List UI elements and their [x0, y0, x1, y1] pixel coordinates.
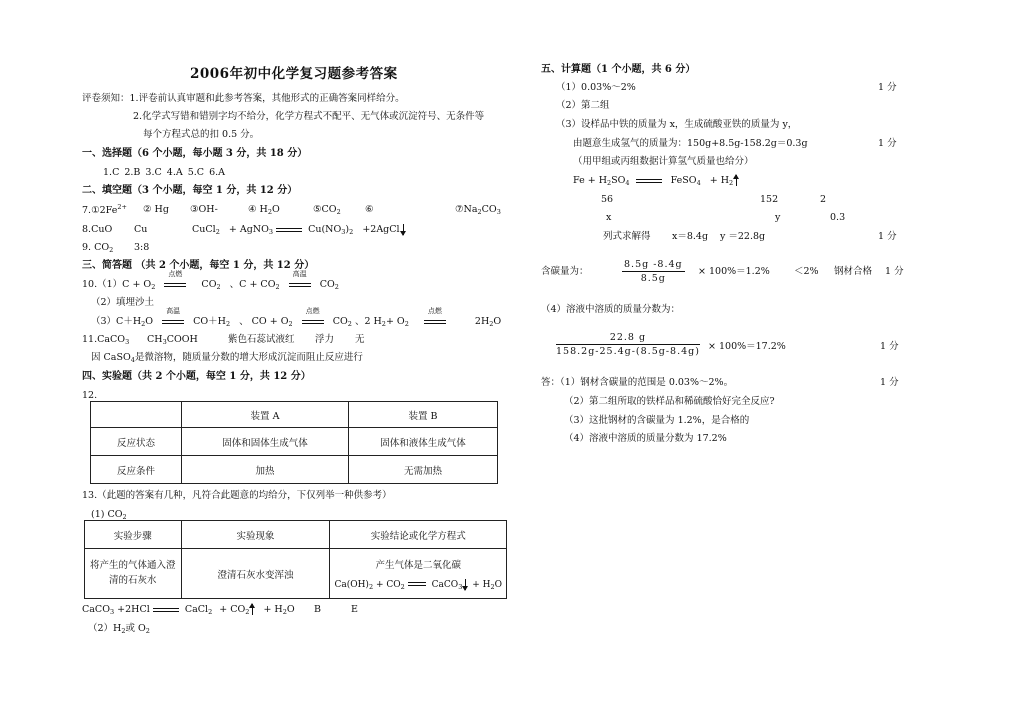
table-cell: 将产生的气体通入澄清的石灰水	[85, 549, 182, 599]
score-mark: 1 分	[878, 82, 897, 93]
section-5-title: 五、计算题（1 个小题，共 6 分）	[541, 64, 696, 75]
q7-answer-6: ⑥	[365, 204, 374, 215]
solute-title: （4）溶液中溶质的质量分数为：	[541, 304, 681, 315]
calc-answer-3: （3）设样品中铁的质量为 x，生成硫酸亚铁的质量为 y，	[556, 119, 798, 130]
q13-equation: CaCO$_3$ +2HCl CaCl$_2$ + $CO_2 + H_2O$	[82, 604, 295, 616]
reaction-equation: $Fe + H_2SO_4$ FeSO$_4$ + $H_2$	[573, 175, 740, 188]
q11-answer-4: 浮力	[315, 334, 335, 345]
table-cell: 加热	[182, 456, 349, 484]
molar-mass-h2: 2	[820, 194, 827, 205]
carbon-content-label: 含碳量为：	[541, 266, 589, 277]
section-1-answers: 1.C 2.B 3.C 4.A 5.C 6.A	[103, 167, 225, 178]
score-mark: 1 分	[880, 341, 899, 352]
unknown-y: y	[775, 212, 781, 223]
conclusion-equation: $Ca(OH)_2 + CO_2$ CaCO$_3$ + $H_2O$	[334, 579, 502, 591]
conclusion-4: （4）溶液中溶质的质量分数为 17.2%	[564, 433, 727, 444]
molar-mass-feso4: 152	[760, 194, 779, 205]
table-cell	[91, 402, 182, 428]
table-row	[91, 428, 498, 456]
q9-answer-2: 3:8	[134, 242, 150, 253]
q7-answer-7: $⑦Na_2CO_3$	[455, 204, 501, 216]
table-header-conclusion: 实验结论或化学方程式	[330, 521, 507, 549]
conclusion-text: 产生气体是二氧化碳	[375, 559, 461, 571]
q12-label: 12.	[82, 390, 98, 401]
q11-answer-1: 11.CaCO$_3$	[82, 334, 130, 346]
section-2-title: 二、填空题（3 个小题，每空 1 分，共 12 分）	[82, 185, 298, 196]
table-cell	[330, 549, 507, 599]
q11-reason: 因 CaSO$_4$是微溶物，随质量分数的增大形成沉淀而阻止反应进行	[91, 352, 363, 364]
q8-answer-2: Cu	[134, 224, 148, 235]
q7-answer-5: $⑤CO_2$	[313, 204, 341, 216]
q13-2-answer: $(2)H_2$或 $O_2$	[88, 623, 150, 635]
page-title: 2006年初中化学复习题参考答案	[190, 66, 398, 82]
table-row	[91, 456, 498, 484]
score-mark: 1 分	[878, 138, 897, 149]
q13-note: 13.（此题的答案有几种，凡符合此题意的均给分，下仅列举一种供参考）	[82, 490, 392, 501]
table-cell: 无需加热	[349, 456, 498, 484]
q10-1-equations: $10.(1)C + O_2$ 点燃 $CO_2$ 、$C + CO_2$ 高温 $CO_2$	[82, 270, 339, 291]
q8-answer-1: 8.CuO	[82, 224, 113, 235]
precipitate-arrow-icon	[403, 224, 404, 235]
carbon-result: × 100%＝1.2%	[698, 266, 770, 277]
apparatus-table	[90, 401, 498, 484]
carbon-compare: ＜2%	[794, 266, 819, 277]
q10-2-answer: （2）填埋沙土	[91, 297, 155, 308]
carbon-verdict: 钢材合格	[834, 266, 873, 277]
conclusion-2: （2）第二组所取的铁样品和稀硫酸恰好完全反应?	[564, 396, 775, 407]
section-4-title: 四、实验题（共 2 个小题，每空 1 分，共 12 分）	[82, 371, 311, 382]
q13-1-answer: (1) $CO_2$	[91, 509, 127, 521]
table-row	[85, 549, 507, 599]
alternate-note: （用甲组或丙组数据计算氢气质量也给分）	[573, 156, 754, 167]
hydrogen-value: 0.3	[830, 212, 846, 223]
hydrogen-mass-line: 由题意生成氢气的质量为：150g+8.5g-158.2g＝0.3g	[573, 138, 808, 149]
calc-answer-1: （1）0.03%～2%	[556, 82, 636, 93]
q11-answer-5: 无	[355, 334, 365, 345]
table-cell: 反应条件	[91, 456, 182, 484]
score-mark: 1 分	[880, 377, 899, 388]
molar-mass-fe: 56	[601, 194, 614, 205]
table-cell: 反应状态	[91, 428, 182, 456]
score-mark: 1 分	[885, 266, 904, 277]
table-header-a: 装置 A	[182, 402, 349, 428]
q7-answer-1: $7.①2Fe^{2+}$	[82, 203, 127, 216]
q11-answer-2: $CH_3COOH$	[147, 334, 198, 346]
notice-line-3: 每个方程式总的扣 0.5 分。	[143, 129, 260, 140]
calc-answer-2: （2）第二组	[556, 100, 610, 111]
unknown-x: x	[606, 212, 612, 223]
table-cell: 澄清石灰水变浑浊	[181, 549, 330, 599]
q9-answer-1: 9. $CO_2$	[82, 242, 114, 254]
precipitate-arrow-icon	[465, 579, 466, 590]
q11-answer-3: 紫色石蕊试液红	[228, 334, 295, 345]
solve-y: y ＝22.8g	[720, 231, 766, 242]
table-cell: 固体和固体生成气体	[182, 428, 349, 456]
q10-3-equations: $(3)C+H_2O$ 高温 $CO+H_2$ 、 CO + $O_2$ 点燃 $CO_2$ 、2 $H_2+ O_2$ 点燃 $2H_2O$	[91, 307, 502, 328]
notice-line-1: 评卷须知：1.评卷前认真审题和此参考答案，其他形式的正确答案同样给分。	[82, 93, 405, 104]
solve-label: 列式求解得	[603, 231, 651, 242]
section-3-title: 三、简答题 （共 2 个小题，每空 1 分，共 12 分）	[82, 260, 315, 271]
q13-answer-e: E	[351, 604, 358, 615]
conclusion-1: 答：（1）钢材含碳量的范围是 0.03%～2%。	[541, 377, 734, 388]
table-row	[85, 521, 507, 549]
solute-fraction: $\frac{22.8 g}{158.2g-25.4g-(8.5g-8.4g)}$	[556, 332, 700, 358]
table-header-b: 装置 B	[349, 402, 498, 428]
solve-x: x＝8.4g	[672, 231, 709, 242]
carbon-fraction: $\frac{8.5g -8.4g}{8.5g}$	[624, 259, 683, 285]
table-cell: 固体和液体生成气体	[349, 428, 498, 456]
q7-answer-4: ④ $H_2O$	[248, 204, 280, 216]
table-header-phenomenon: 实验现象	[181, 521, 330, 549]
q13-answer-b: B	[314, 604, 321, 615]
conclusion-3: （3）这批钢材的含碳量为 1.2%，是合格的	[564, 415, 750, 426]
gas-arrow-icon	[736, 175, 737, 186]
solute-result: × 100%＝17.2%	[708, 341, 786, 352]
q7-answer-2: ② Hg	[143, 204, 169, 215]
q8-equation: CuCl$_2$ + AgNO$_3$ $Cu(NO_3)_2$ +2AgCl	[192, 224, 407, 237]
section-1-title: 一、选择题（6 个小题，每小题 3 分，共 18 分）	[82, 148, 308, 159]
gas-arrow-icon	[252, 604, 253, 615]
q7-answer-3: ③OH-	[190, 204, 218, 215]
table-header-step: 实验步骤	[85, 521, 182, 549]
table-row	[91, 402, 498, 428]
experiment-table	[84, 520, 507, 599]
notice-line-2: 2.化学式写错和错别字均不给分，化学方程式不配平、无气体或沉淀符号、无条件等	[133, 111, 485, 122]
score-mark: 1 分	[878, 231, 897, 242]
